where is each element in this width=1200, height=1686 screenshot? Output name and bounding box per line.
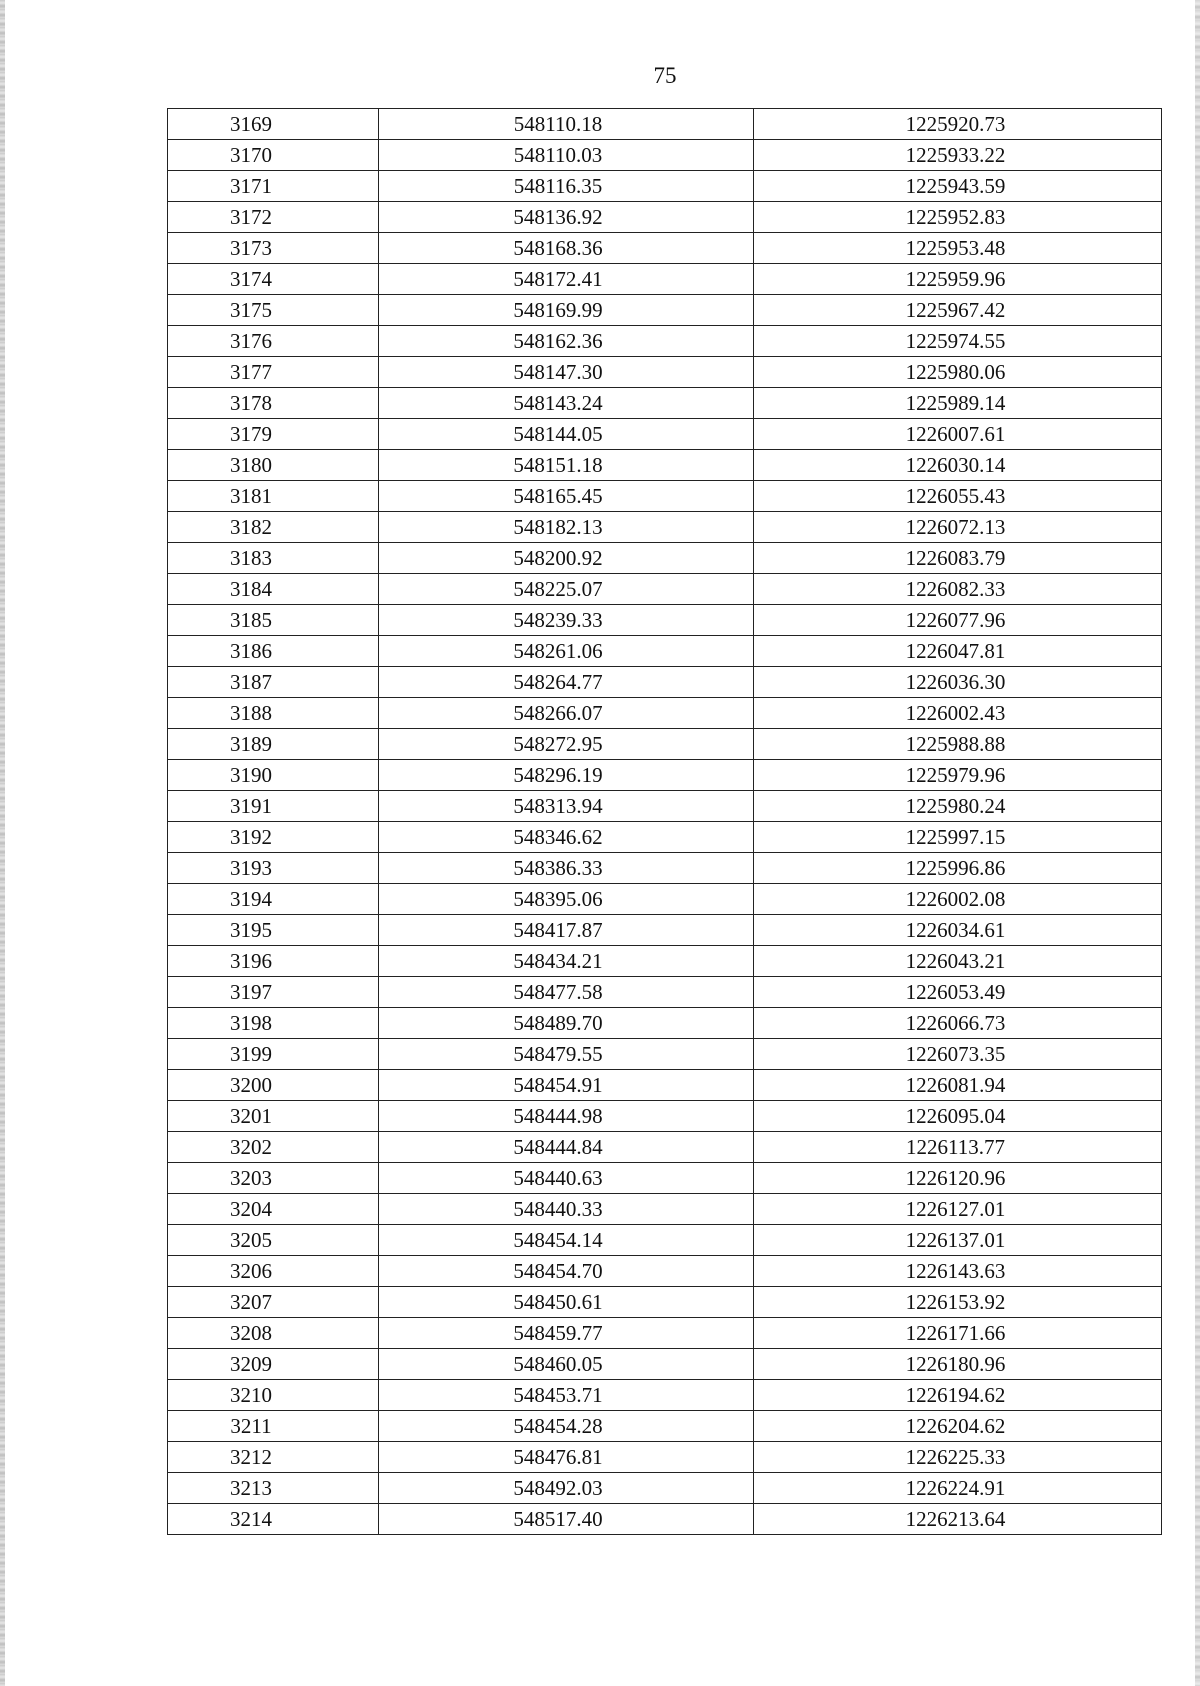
y-coordinate-cell: 1225979.96: [754, 760, 1162, 791]
table-row: [168, 1504, 1162, 1535]
point-id-cell: 3187: [168, 667, 379, 698]
coordinates-table: [167, 108, 1162, 1535]
y-coordinate-cell: 1226030.14: [754, 450, 1162, 481]
point-id-cell: 3195: [168, 915, 379, 946]
y-coordinate-cell: 1226073.35: [754, 1039, 1162, 1070]
x-coordinate-cell: 548182.13: [379, 512, 754, 543]
y-coordinate-cell: 1226171.66: [754, 1318, 1162, 1349]
x-coordinate-cell: 548453.71: [379, 1380, 754, 1411]
point-id-cell: 3193: [168, 853, 379, 884]
y-coordinate-cell: 1226083.79: [754, 543, 1162, 574]
point-id-cell: 3182: [168, 512, 379, 543]
y-coordinate-cell: 1226082.33: [754, 574, 1162, 605]
point-id-cell: 3178: [168, 388, 379, 419]
x-coordinate-cell: 548454.70: [379, 1256, 754, 1287]
x-coordinate-cell: 548489.70: [379, 1008, 754, 1039]
y-coordinate-cell: 1225980.06: [754, 357, 1162, 388]
table-row: [168, 791, 1162, 822]
table-row: [168, 822, 1162, 853]
y-coordinate-cell: 1226213.64: [754, 1504, 1162, 1535]
table-row: [168, 543, 1162, 574]
table-row: [168, 667, 1162, 698]
y-coordinate-cell: 1226180.96: [754, 1349, 1162, 1380]
x-coordinate-cell: 548440.63: [379, 1163, 754, 1194]
x-coordinate-cell: 548476.81: [379, 1442, 754, 1473]
x-coordinate-cell: 548110.18: [379, 109, 754, 140]
page-number: 75: [653, 63, 677, 88]
y-coordinate-cell: 1225989.14: [754, 388, 1162, 419]
point-id-cell: 3186: [168, 636, 379, 667]
table-row: [168, 481, 1162, 512]
table-row: [168, 326, 1162, 357]
x-coordinate-cell: 548346.62: [379, 822, 754, 853]
table-row: [168, 1349, 1162, 1380]
point-id-cell: 3189: [168, 729, 379, 760]
y-coordinate-cell: 1226053.49: [754, 977, 1162, 1008]
point-id-cell: 3183: [168, 543, 379, 574]
scan-edge-left: [0, 0, 5, 1686]
x-coordinate-cell: 548151.18: [379, 450, 754, 481]
y-coordinate-cell: 1226043.21: [754, 946, 1162, 977]
x-coordinate-cell: 548440.33: [379, 1194, 754, 1225]
table-row: [168, 357, 1162, 388]
x-coordinate-cell: 548454.28: [379, 1411, 754, 1442]
x-coordinate-cell: 548143.24: [379, 388, 754, 419]
y-coordinate-cell: 1226072.13: [754, 512, 1162, 543]
y-coordinate-cell: 1226081.94: [754, 1070, 1162, 1101]
table-row: [168, 202, 1162, 233]
y-coordinate-cell: 1226127.01: [754, 1194, 1162, 1225]
x-coordinate-cell: 548136.92: [379, 202, 754, 233]
point-id-cell: 3203: [168, 1163, 379, 1194]
point-id-cell: 3179: [168, 419, 379, 450]
table-row: [168, 853, 1162, 884]
coordinates-table-body: [168, 109, 1162, 1535]
point-id-cell: 3198: [168, 1008, 379, 1039]
y-coordinate-cell: 1226034.61: [754, 915, 1162, 946]
point-id-cell: 3169: [168, 109, 379, 140]
point-id-cell: 3212: [168, 1442, 379, 1473]
table-row: [168, 233, 1162, 264]
point-id-cell: 3206: [168, 1256, 379, 1287]
x-coordinate-cell: 548395.06: [379, 884, 754, 915]
x-coordinate-cell: 548165.45: [379, 481, 754, 512]
table-row: [168, 636, 1162, 667]
y-coordinate-cell: 1226153.92: [754, 1287, 1162, 1318]
point-id-cell: 3197: [168, 977, 379, 1008]
table-row: [168, 915, 1162, 946]
x-coordinate-cell: 548459.77: [379, 1318, 754, 1349]
table-row: [168, 140, 1162, 171]
y-coordinate-cell: 1226225.33: [754, 1442, 1162, 1473]
x-coordinate-cell: 548172.41: [379, 264, 754, 295]
point-id-cell: 3200: [168, 1070, 379, 1101]
y-coordinate-cell: 1225974.55: [754, 326, 1162, 357]
x-coordinate-cell: 548225.07: [379, 574, 754, 605]
point-id-cell: 3194: [168, 884, 379, 915]
table-row: [168, 698, 1162, 729]
point-id-cell: 3172: [168, 202, 379, 233]
y-coordinate-cell: 1226224.91: [754, 1473, 1162, 1504]
x-coordinate-cell: 548460.05: [379, 1349, 754, 1380]
table-row: [168, 1287, 1162, 1318]
y-coordinate-cell: 1226095.04: [754, 1101, 1162, 1132]
point-id-cell: 3207: [168, 1287, 379, 1318]
y-coordinate-cell: 1225943.59: [754, 171, 1162, 202]
x-coordinate-cell: 548444.84: [379, 1132, 754, 1163]
point-id-cell: 3204: [168, 1194, 379, 1225]
x-coordinate-cell: 548261.06: [379, 636, 754, 667]
table-row: [168, 1411, 1162, 1442]
point-id-cell: 3174: [168, 264, 379, 295]
table-row: [168, 605, 1162, 636]
point-id-cell: 3202: [168, 1132, 379, 1163]
table-row: [168, 977, 1162, 1008]
y-coordinate-cell: 1225920.73: [754, 109, 1162, 140]
y-coordinate-cell: 1226007.61: [754, 419, 1162, 450]
table-row: [168, 295, 1162, 326]
table-row: [168, 1380, 1162, 1411]
x-coordinate-cell: 548454.14: [379, 1225, 754, 1256]
point-id-cell: 3185: [168, 605, 379, 636]
table-row: [168, 1132, 1162, 1163]
y-coordinate-cell: 1226055.43: [754, 481, 1162, 512]
point-id-cell: 3208: [168, 1318, 379, 1349]
point-id-cell: 3214: [168, 1504, 379, 1535]
point-id-cell: 3177: [168, 357, 379, 388]
table-row: [168, 171, 1162, 202]
x-coordinate-cell: 548296.19: [379, 760, 754, 791]
table-row: [168, 1163, 1162, 1194]
x-coordinate-cell: 548444.98: [379, 1101, 754, 1132]
x-coordinate-cell: 548454.91: [379, 1070, 754, 1101]
table-row: [168, 1256, 1162, 1287]
point-id-cell: 3191: [168, 791, 379, 822]
y-coordinate-cell: 1225967.42: [754, 295, 1162, 326]
table-row: [168, 264, 1162, 295]
x-coordinate-cell: 548434.21: [379, 946, 754, 977]
x-coordinate-cell: 548479.55: [379, 1039, 754, 1070]
table-row: [168, 760, 1162, 791]
x-coordinate-cell: 548477.58: [379, 977, 754, 1008]
y-coordinate-cell: 1226204.62: [754, 1411, 1162, 1442]
table-row: [168, 388, 1162, 419]
table-row: [168, 1318, 1162, 1349]
point-id-cell: 3211: [168, 1411, 379, 1442]
x-coordinate-cell: 548168.36: [379, 233, 754, 264]
point-id-cell: 3188: [168, 698, 379, 729]
point-id-cell: 3175: [168, 295, 379, 326]
x-coordinate-cell: 548116.35: [379, 171, 754, 202]
table-row: [168, 729, 1162, 760]
point-id-cell: 3171: [168, 171, 379, 202]
point-id-cell: 3190: [168, 760, 379, 791]
y-coordinate-cell: 1226047.81: [754, 636, 1162, 667]
point-id-cell: 3209: [168, 1349, 379, 1380]
table-row: [168, 1442, 1162, 1473]
x-coordinate-cell: 548110.03: [379, 140, 754, 171]
x-coordinate-cell: 548266.07: [379, 698, 754, 729]
point-id-cell: 3210: [168, 1380, 379, 1411]
x-coordinate-cell: 548313.94: [379, 791, 754, 822]
table-row: [168, 884, 1162, 915]
y-coordinate-cell: 1226194.62: [754, 1380, 1162, 1411]
scan-edge-right: [1195, 0, 1200, 1686]
table-row: [168, 574, 1162, 605]
table-row: [168, 450, 1162, 481]
x-coordinate-cell: 548144.05: [379, 419, 754, 450]
table-row: [168, 1039, 1162, 1070]
point-id-cell: 3180: [168, 450, 379, 481]
x-coordinate-cell: 548386.33: [379, 853, 754, 884]
table-row: [168, 1225, 1162, 1256]
y-coordinate-cell: 1226113.77: [754, 1132, 1162, 1163]
y-coordinate-cell: 1226077.96: [754, 605, 1162, 636]
x-coordinate-cell: 548264.77: [379, 667, 754, 698]
table-row: [168, 512, 1162, 543]
x-coordinate-cell: 548200.92: [379, 543, 754, 574]
table-row: [168, 1473, 1162, 1504]
table-row: [168, 1070, 1162, 1101]
y-coordinate-cell: 1226143.63: [754, 1256, 1162, 1287]
y-coordinate-cell: 1226002.08: [754, 884, 1162, 915]
y-coordinate-cell: 1226066.73: [754, 1008, 1162, 1039]
y-coordinate-cell: 1225959.96: [754, 264, 1162, 295]
y-coordinate-cell: 1225952.83: [754, 202, 1162, 233]
table-row: [168, 419, 1162, 450]
table-row: [168, 946, 1162, 977]
point-id-cell: 3213: [168, 1473, 379, 1504]
point-id-cell: 3184: [168, 574, 379, 605]
y-coordinate-cell: 1226120.96: [754, 1163, 1162, 1194]
point-id-cell: 3201: [168, 1101, 379, 1132]
point-id-cell: 3170: [168, 140, 379, 171]
x-coordinate-cell: 548162.36: [379, 326, 754, 357]
y-coordinate-cell: 1225953.48: [754, 233, 1162, 264]
table-row: [168, 1194, 1162, 1225]
y-coordinate-cell: 1225997.15: [754, 822, 1162, 853]
y-coordinate-cell: 1225933.22: [754, 140, 1162, 171]
x-coordinate-cell: 548450.61: [379, 1287, 754, 1318]
x-coordinate-cell: 548417.87: [379, 915, 754, 946]
y-coordinate-cell: 1225988.88: [754, 729, 1162, 760]
y-coordinate-cell: 1225996.86: [754, 853, 1162, 884]
point-id-cell: 3192: [168, 822, 379, 853]
table-row: [168, 1008, 1162, 1039]
x-coordinate-cell: 548239.33: [379, 605, 754, 636]
point-id-cell: 3176: [168, 326, 379, 357]
point-id-cell: 3173: [168, 233, 379, 264]
y-coordinate-cell: 1226002.43: [754, 698, 1162, 729]
x-coordinate-cell: 548147.30: [379, 357, 754, 388]
point-id-cell: 3205: [168, 1225, 379, 1256]
x-coordinate-cell: 548272.95: [379, 729, 754, 760]
x-coordinate-cell: 548169.99: [379, 295, 754, 326]
point-id-cell: 3199: [168, 1039, 379, 1070]
y-coordinate-cell: 1225980.24: [754, 791, 1162, 822]
y-coordinate-cell: 1226036.30: [754, 667, 1162, 698]
x-coordinate-cell: 548517.40: [379, 1504, 754, 1535]
y-coordinate-cell: 1226137.01: [754, 1225, 1162, 1256]
table-row: [168, 1101, 1162, 1132]
x-coordinate-cell: 548492.03: [379, 1473, 754, 1504]
point-id-cell: 3196: [168, 946, 379, 977]
table-row: [168, 109, 1162, 140]
point-id-cell: 3181: [168, 481, 379, 512]
